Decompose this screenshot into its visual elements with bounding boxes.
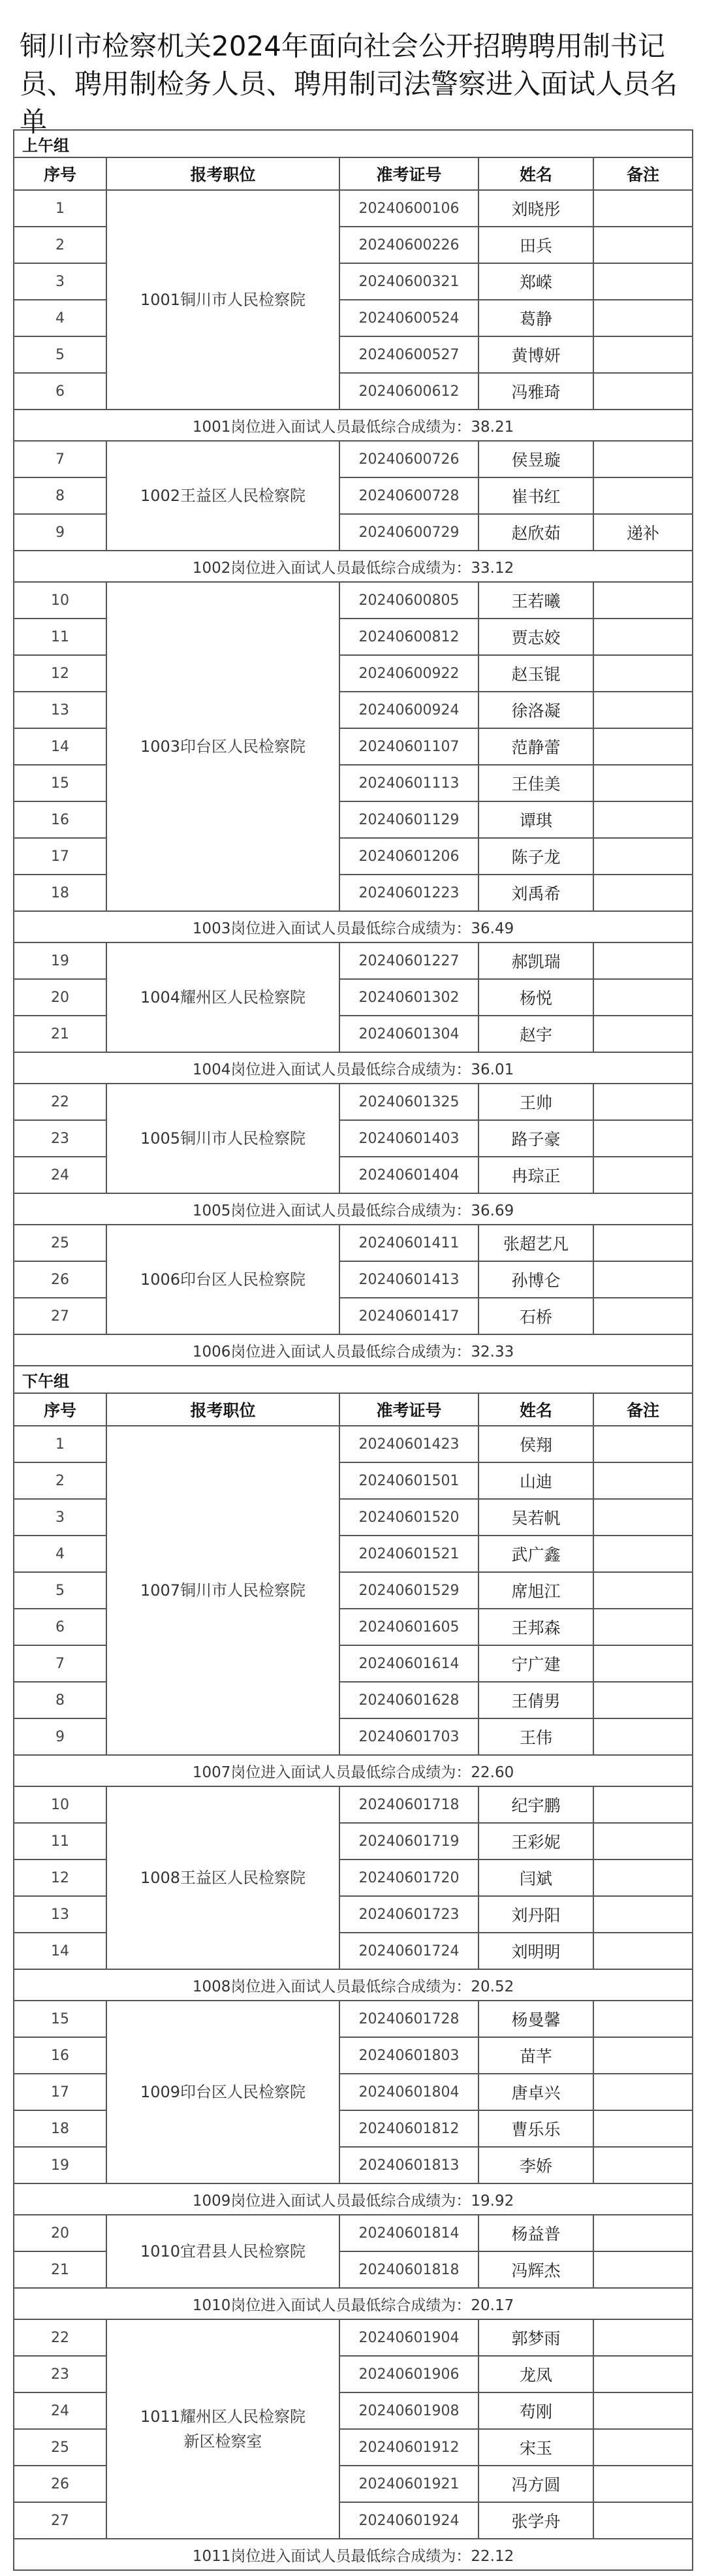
- candidate-name: 郑嵘: [478, 263, 593, 300]
- post-name: 1008王益区人民检察院: [106, 1786, 339, 1969]
- candidate-name: 刘丹阳: [478, 1896, 593, 1933]
- exam-id: 20240601413: [339, 1261, 478, 1298]
- exam-id: 20240601417: [339, 1298, 478, 1334]
- exam-id: 20240601908: [339, 2392, 478, 2429]
- remark: [593, 1536, 693, 1572]
- column-header: 报考职位: [106, 157, 339, 190]
- candidate-name: 纪宇鹏: [478, 1786, 593, 1823]
- remark: [593, 1084, 693, 1120]
- row-number: 9: [14, 514, 106, 551]
- remark: [593, 2356, 693, 2392]
- remark: [593, 1120, 693, 1157]
- candidate-name: 冯雅琦: [478, 373, 593, 410]
- row-number: 20: [14, 979, 106, 1016]
- exam-id: 20240601703: [339, 1718, 478, 1755]
- row-number: 11: [14, 1823, 106, 1860]
- column-header: 准考证号: [339, 157, 478, 190]
- candidate-name: 苗芊: [478, 2037, 593, 2074]
- minimum-score-note: 1010岗位进入面试人员最低综合成绩为：20.17: [14, 2288, 693, 2319]
- row-number: 24: [14, 1157, 106, 1193]
- remark: [593, 1462, 693, 1499]
- exam-id: 20240601906: [339, 2356, 478, 2392]
- exam-id: 20240600527: [339, 336, 478, 373]
- candidate-name: 王帅: [478, 1084, 593, 1120]
- exam-id: 20240601206: [339, 838, 478, 875]
- exam-id: 20240600106: [339, 190, 478, 227]
- remark: [593, 2392, 693, 2429]
- row-number: 15: [14, 765, 106, 801]
- remark: [593, 441, 693, 477]
- group-row: [14, 130, 693, 157]
- summary-row: [14, 2288, 693, 2319]
- minimum-score-note: 1006岗位进入面试人员最低综合成绩为：32.33: [14, 1334, 693, 1366]
- remark: [593, 1572, 693, 1609]
- row-number: 7: [14, 441, 106, 477]
- group-label: 上午组: [14, 130, 693, 157]
- remark: [593, 942, 693, 979]
- remark: [593, 765, 693, 801]
- post-name: 1003印台区人民检察院: [106, 582, 339, 911]
- column-header: 序号: [14, 1393, 106, 1426]
- exam-id: 20240600321: [339, 263, 478, 300]
- exam-id: 20240600728: [339, 477, 478, 514]
- candidate-name: 范静蕾: [478, 728, 593, 765]
- post-name: 1004耀州区人民检察院: [106, 942, 339, 1052]
- column-header: 准考证号: [339, 1393, 478, 1426]
- remark: [593, 1225, 693, 1261]
- column-header: 备注: [593, 1393, 693, 1426]
- exam-id: 20240601129: [339, 801, 478, 838]
- candidate-name: 杨悦: [478, 979, 593, 1016]
- remark: [593, 655, 693, 692]
- candidate-name: 吴若帆: [478, 1499, 593, 1536]
- remark: [593, 801, 693, 838]
- remark: [593, 2074, 693, 2110]
- minimum-score-note: 1003岗位进入面试人员最低综合成绩为：36.49: [14, 911, 693, 942]
- exam-id: 20240600226: [339, 227, 478, 263]
- minimum-score-note: 1009岗位进入面试人员最低综合成绩为：19.92: [14, 2183, 693, 2215]
- remark: [593, 2251, 693, 2288]
- remark: [593, 1896, 693, 1933]
- column-header: 姓名: [478, 1393, 593, 1426]
- row-number: 25: [14, 1225, 106, 1261]
- candidate-name: 赵宇: [478, 1016, 593, 1052]
- remark: [593, 692, 693, 728]
- table-row: [14, 2215, 693, 2251]
- column-header: 报考职位: [106, 1393, 339, 1426]
- candidate-name: 王若曦: [478, 582, 593, 619]
- exam-id: 20240601521: [339, 1536, 478, 1572]
- remark: [593, 1609, 693, 1645]
- exam-id: 20240601227: [339, 942, 478, 979]
- row-number: 8: [14, 1682, 106, 1718]
- column-header: 序号: [14, 157, 106, 190]
- minimum-score-note: 1008岗位进入面试人员最低综合成绩为：20.52: [14, 1969, 693, 2001]
- table-row: [14, 1426, 693, 1462]
- row-number: 27: [14, 2502, 106, 2539]
- exam-id: 20240601529: [339, 1572, 478, 1609]
- summary-row: [14, 911, 693, 942]
- candidate-name: 王伟: [478, 1718, 593, 1755]
- remark: [593, 1860, 693, 1896]
- remark: [593, 227, 693, 263]
- table-row: [14, 1786, 693, 1823]
- candidate-name: 陈子龙: [478, 838, 593, 875]
- exam-id: 20240601814: [339, 2215, 478, 2251]
- exam-id: 20240601921: [339, 2466, 478, 2502]
- remark: [593, 373, 693, 410]
- row-number: 6: [14, 373, 106, 410]
- remark: [593, 300, 693, 336]
- remark: [593, 728, 693, 765]
- post-name: 1005铜川市人民检察院: [106, 1084, 339, 1193]
- exam-id: 20240601904: [339, 2319, 478, 2356]
- candidate-name: 石桥: [478, 1298, 593, 1334]
- row-number: 7: [14, 1645, 106, 1682]
- candidate-name: 黄博妍: [478, 336, 593, 373]
- table-row: [14, 441, 693, 477]
- candidate-name: 唐卓兴: [478, 2074, 593, 2110]
- exam-id: 20240601304: [339, 1016, 478, 1052]
- row-number: 17: [14, 2074, 106, 2110]
- column-header: 备注: [593, 157, 693, 190]
- candidate-name: 龙凤: [478, 2356, 593, 2392]
- row-number: 12: [14, 1860, 106, 1896]
- exam-id: 20240600612: [339, 373, 478, 410]
- candidate-name: 谭琪: [478, 801, 593, 838]
- candidate-name: 冯辉杰: [478, 2251, 593, 2288]
- summary-row: [14, 2183, 693, 2215]
- candidate-name: 张超艺凡: [478, 1225, 593, 1261]
- candidate-name: 武广鑫: [478, 1536, 593, 1572]
- exam-id: 20240601724: [339, 1933, 478, 1969]
- remark: [593, 1718, 693, 1755]
- row-number: 27: [14, 1298, 106, 1334]
- row-number: 22: [14, 2319, 106, 2356]
- row-number: 1: [14, 1426, 106, 1462]
- row-number: 20: [14, 2215, 106, 2251]
- exam-id: 20240601718: [339, 1786, 478, 1823]
- minimum-score-note: 1007岗位进入面试人员最低综合成绩为：22.60: [14, 1755, 693, 1786]
- row-number: 16: [14, 2037, 106, 2074]
- minimum-score-note: 1011岗位进入面试人员最低综合成绩为：22.12: [14, 2539, 693, 2570]
- candidate-name: 刘明明: [478, 1933, 593, 1969]
- exam-id: 20240601924: [339, 2502, 478, 2539]
- exam-id: 20240601804: [339, 2074, 478, 2110]
- candidate-name: 赵玉锟: [478, 655, 593, 692]
- exam-id: 20240601812: [339, 2110, 478, 2147]
- candidate-name: 杨曼馨: [478, 2001, 593, 2037]
- candidate-name: 宁广建: [478, 1645, 593, 1682]
- row-number: 4: [14, 1536, 106, 1572]
- candidate-name: 路子豪: [478, 1120, 593, 1157]
- candidate-name: 崔书红: [478, 477, 593, 514]
- minimum-score-note: 1004岗位进入面试人员最低综合成绩为：36.01: [14, 1052, 693, 1084]
- exam-id: 20240601728: [339, 2001, 478, 2037]
- exam-id: 20240601423: [339, 1426, 478, 1462]
- remark: [593, 2429, 693, 2466]
- row-number: 10: [14, 1786, 106, 1823]
- exam-id: 20240600524: [339, 300, 478, 336]
- remark: [593, 2215, 693, 2251]
- row-number: 23: [14, 2356, 106, 2392]
- remark: [593, 1298, 693, 1334]
- exam-id: 20240601501: [339, 1462, 478, 1499]
- row-number: 15: [14, 2001, 106, 2037]
- summary-row: [14, 2539, 693, 2570]
- exam-id: 20240601803: [339, 2037, 478, 2074]
- row-number: 3: [14, 1499, 106, 1536]
- header-row: [14, 157, 693, 190]
- exam-id: 20240600805: [339, 582, 478, 619]
- candidate-name: 刘晓彤: [478, 190, 593, 227]
- row-number: 5: [14, 336, 106, 373]
- remark: [593, 2466, 693, 2502]
- table-row: [14, 2319, 693, 2356]
- remark: [593, 2037, 693, 2074]
- row-number: 26: [14, 1261, 106, 1298]
- exam-id: 20240600924: [339, 692, 478, 728]
- group-label: 下午组: [14, 1366, 693, 1393]
- exam-id: 20240601113: [339, 765, 478, 801]
- exam-id: 20240601302: [339, 979, 478, 1016]
- row-number: 17: [14, 838, 106, 875]
- remark: [593, 619, 693, 655]
- candidate-name: 侯昱璇: [478, 441, 593, 477]
- candidate-name: 徐洛凝: [478, 692, 593, 728]
- row-number: 23: [14, 1120, 106, 1157]
- remark: [593, 1261, 693, 1298]
- row-number: 14: [14, 1933, 106, 1969]
- candidate-name: 曹乐乐: [478, 2110, 593, 2147]
- exam-id: 20240600922: [339, 655, 478, 692]
- remark: [593, 875, 693, 911]
- post-name: 1007铜川市人民检察院: [106, 1426, 339, 1755]
- summary-row: [14, 1193, 693, 1225]
- candidate-name: 郭梦雨: [478, 2319, 593, 2356]
- row-number: 4: [14, 300, 106, 336]
- remark: [593, 263, 693, 300]
- row-number: 14: [14, 728, 106, 765]
- exam-id: 20240601403: [339, 1120, 478, 1157]
- minimum-score-note: 1005岗位进入面试人员最低综合成绩为：36.69: [14, 1193, 693, 1225]
- minimum-score-note: 1002岗位进入面试人员最低综合成绩为：33.12: [14, 551, 693, 582]
- remark: [593, 1645, 693, 1682]
- remark: [593, 2110, 693, 2147]
- row-number: 3: [14, 263, 106, 300]
- row-number: 19: [14, 2147, 106, 2183]
- remark: [593, 2001, 693, 2037]
- table-row: [14, 582, 693, 619]
- minimum-score-note: 1001岗位进入面试人员最低综合成绩为：38.21: [14, 410, 693, 441]
- row-number: 21: [14, 2251, 106, 2288]
- exam-id: 20240600729: [339, 514, 478, 551]
- candidate-name: 刘禹希: [478, 875, 593, 911]
- summary-row: [14, 1969, 693, 2001]
- row-number: 8: [14, 477, 106, 514]
- row-number: 1: [14, 190, 106, 227]
- page-title: 铜川市检察机关2024年面向社会公开招聘聘用制书记员、聘用制检务人员、聘用制司法警察进入面试人员名单: [20, 30, 678, 138]
- summary-row: [14, 1334, 693, 1366]
- exam-id: 20240601404: [339, 1157, 478, 1193]
- remark: [593, 979, 693, 1016]
- post-name: 1010宜君县人民检察院: [106, 2215, 339, 2288]
- candidate-name: 王邦森: [478, 1609, 593, 1645]
- row-number: 21: [14, 1016, 106, 1052]
- row-number: 25: [14, 2429, 106, 2466]
- row-number: 19: [14, 942, 106, 979]
- candidate-table: [13, 129, 693, 2571]
- post-name: 1009印台区人民检察院: [106, 2001, 339, 2183]
- column-header: 姓名: [478, 157, 593, 190]
- candidate-name: 王佳美: [478, 765, 593, 801]
- candidate-name: 王彩妮: [478, 1823, 593, 1860]
- row-number: 13: [14, 692, 106, 728]
- post-name: 1011耀州区人民检察院 新区检察室: [106, 2319, 339, 2539]
- candidate-name: 王倩男: [478, 1682, 593, 1718]
- summary-row: [14, 551, 693, 582]
- row-number: 2: [14, 1462, 106, 1499]
- exam-id: 20240601614: [339, 1645, 478, 1682]
- header-row: [14, 1393, 693, 1426]
- exam-id: 20240601813: [339, 2147, 478, 2183]
- candidate-name: 冯方圆: [478, 2466, 593, 2502]
- remark: [593, 1823, 693, 1860]
- row-number: 12: [14, 655, 106, 692]
- summary-row: [14, 410, 693, 441]
- remark: [593, 190, 693, 227]
- candidate-name: 杨益普: [478, 2215, 593, 2251]
- remark: [593, 1933, 693, 1969]
- table-row: [14, 190, 693, 227]
- summary-row: [14, 1755, 693, 1786]
- row-number: 5: [14, 1572, 106, 1609]
- row-number: 18: [14, 2110, 106, 2147]
- row-number: 22: [14, 1084, 106, 1120]
- remark: [593, 2147, 693, 2183]
- row-number: 6: [14, 1609, 106, 1645]
- candidate-name: 贾志姣: [478, 619, 593, 655]
- remark: [593, 2319, 693, 2356]
- remark: [593, 1016, 693, 1052]
- candidate-name: 闫斌: [478, 1860, 593, 1896]
- row-number: 16: [14, 801, 106, 838]
- remark: [593, 2502, 693, 2539]
- candidate-name: 侯翔: [478, 1426, 593, 1462]
- exam-id: 20240600726: [339, 441, 478, 477]
- remark: [593, 477, 693, 514]
- exam-id: 20240601325: [339, 1084, 478, 1120]
- row-number: 2: [14, 227, 106, 263]
- table-row: [14, 2001, 693, 2037]
- candidate-name: 葛静: [478, 300, 593, 336]
- candidate-name: 席旭江: [478, 1572, 593, 1609]
- row-number: 13: [14, 1896, 106, 1933]
- remark: [593, 1682, 693, 1718]
- post-name: 1006印台区人民检察院: [106, 1225, 339, 1334]
- candidate-name: 张学舟: [478, 2502, 593, 2539]
- exam-id: 20240601818: [339, 2251, 478, 2288]
- remark: [593, 1786, 693, 1823]
- remark: 递补: [593, 514, 693, 551]
- candidate-name: 李娇: [478, 2147, 593, 2183]
- row-number: 9: [14, 1718, 106, 1755]
- exam-id: 20240601605: [339, 1609, 478, 1645]
- candidate-name: 田兵: [478, 227, 593, 263]
- summary-row: [14, 1052, 693, 1084]
- post-name: 1002王益区人民检察院: [106, 441, 339, 551]
- exam-id: 20240601520: [339, 1499, 478, 1536]
- exam-id: 20240600812: [339, 619, 478, 655]
- exam-id: 20240601720: [339, 1860, 478, 1896]
- exam-id: 20240601719: [339, 1823, 478, 1860]
- exam-id: 20240601628: [339, 1682, 478, 1718]
- exam-id: 20240601912: [339, 2429, 478, 2466]
- row-number: 10: [14, 582, 106, 619]
- row-number: 18: [14, 875, 106, 911]
- remark: [593, 838, 693, 875]
- exam-id: 20240601107: [339, 728, 478, 765]
- candidate-name: 山迪: [478, 1462, 593, 1499]
- candidate-name: 宋玉: [478, 2429, 593, 2466]
- candidate-name: 赵欣茹: [478, 514, 593, 551]
- remark: [593, 1157, 693, 1193]
- exam-id: 20240601223: [339, 875, 478, 911]
- remark: [593, 582, 693, 619]
- remark: [593, 1426, 693, 1462]
- table-row: [14, 942, 693, 979]
- row-number: 26: [14, 2466, 106, 2502]
- table-row: [14, 1084, 693, 1120]
- post-name: 1001铜川市人民检察院: [106, 190, 339, 410]
- row-number: 11: [14, 619, 106, 655]
- candidate-name: 冉琮正: [478, 1157, 593, 1193]
- exam-id: 20240601723: [339, 1896, 478, 1933]
- remark: [593, 336, 693, 373]
- remark: [593, 1499, 693, 1536]
- row-number: 24: [14, 2392, 106, 2429]
- exam-id: 20240601411: [339, 1225, 478, 1261]
- group-row: [14, 1366, 693, 1393]
- candidate-name: 郝凯瑞: [478, 942, 593, 979]
- candidate-name: 孙博仑: [478, 1261, 593, 1298]
- table-row: [14, 1225, 693, 1261]
- candidate-name: 苟刚: [478, 2392, 593, 2429]
